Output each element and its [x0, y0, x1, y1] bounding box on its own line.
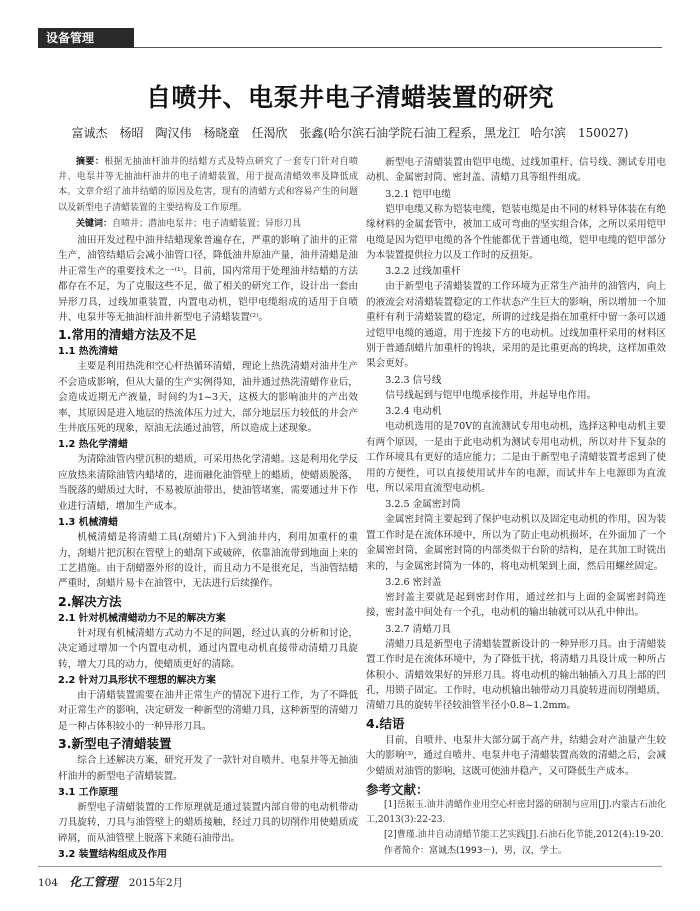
heading-1-2: 1.2 热化学清蜡 — [58, 439, 128, 451]
reference-2: [2]曹瑾.油井自动清蜡节能工艺实践[J].石油石化节能,2012(4):19-20. — [384, 830, 664, 840]
paragraph-1-1: 主要是利用热洗和空心杆热循环清蜡，理论上热洗清蜡对油井生产不会造成影响，但从大量的生产实例得知，油井通过热洗清蜡作业后，会造成近期无产液量，时间约为1~3天，这极大的影响油井的产出效率，其原因是进入地层的热流体压力过大，部分地层压力较低的井会产生井底压死的现象，原油无法通过油管，所以造成上述现象。 — [58, 361, 358, 435]
heading-3-2-7: 3.2.7 清蜡刀具 — [385, 623, 452, 635]
paragraph-3-2-5: 金属密封筒主要起到了保护电动机以及固定电动机的作用，因为装置工作时是在流体环境中，所以为了防止电动机损坏，在外面加了一个金属密封筒，金属密封筒的内部类似于台阶的结构，是在其加工时铣出来的，与金属密封筒为一体的，将电动机架到上面，然后用螺丝固定。 — [366, 514, 666, 572]
paragraph-4: 目前，自喷井、电泵井大部分属于高产井，结蜡会对产油量产生较大的影响⁽³⁾，通过自喷井、电泵井电子清蜡装置高效的清蜡之后，会减少蜡质对油管的影响，这既可使油井稳产，又可降低生产成本。 — [366, 734, 666, 777]
left-column — [58, 155, 358, 862]
paragraph-3-2-6: 密封盖主要就是起到密封作用，通过丝扣与上面的金属密封筒连接，密封盖中间处有一个孔，电动机的输出轴就可以从孔中伸出。 — [366, 591, 666, 619]
paragraph-1-2: 为清除油管内壁沉积的蜡质，可采用热化学清蜡。这是利用化学反应放热来清除油管内蜡堵的，进而融化油管壁上的蜡质，使蜡质脱落，当脱落的蜡质过大时，不易被原油带出，使油管堵塞，需要通过井下作业进行清蜡，增加生产成本。 — [58, 454, 358, 512]
heading-1-3: 1.3 机械清蜡 — [58, 517, 118, 529]
right-column — [366, 155, 666, 860]
paragraph-3-2-7: 清蜡刀具是新型电子清蜡装置新设计的一种异形刀具。由于清蜡装置工作时是在流体环境中，为了降低干扰，将清蜡刀具设计成一种所占体积小、清蜡效果好的异形刀具。将电动机的输出轴插入刀具上部的凹孔，用锁子固定。工作时，电动机输出轴带动刀具旋转进而切削蜡质，清蜡刀具的旋转半径较油管半径小0.8~1.2mm。 — [366, 638, 666, 712]
heading-3-2: 3.2 装置结构组成及作用 — [58, 849, 167, 861]
article-title: 自喷井、电泵井电子清蜡装置的研究 — [145, 83, 554, 112]
footer-rule — [38, 866, 662, 867]
heading-3-2-4: 3.2.4 电动机 — [385, 406, 442, 418]
paragraph-3: 综合上述解决方案，研究开发了一款针对自喷井、电泵井等无抽油杆油井的新型电子清蜡装置。 — [58, 755, 358, 782]
author-bio: 作者简介：富诚杰(1993－)，男，汉，学士。 — [384, 845, 567, 856]
heading-1-1: 1.1 热洗清蜡 — [58, 346, 118, 358]
reference-1: [1]岳振玉.油井清蜡作业用空心杆密封器的研制与应用[J].内蒙古石油化工,2013(3):22-23. — [366, 800, 666, 825]
issue-date: 2015年2月 — [128, 877, 184, 889]
paragraph-3-2-1: 铠甲电缆又称为铠装电缆，铠装电缆是由不同的材料导体装在有绝缘材料的金属套管中，被加工成可弯曲的坚实组合体，之所以采用铠甲电缆是因为铠甲电缆的各个性能都优于普通电缆，铠甲电缆的铠甲部分为本装置提供拉力以及工作时的反扭矩。 — [366, 203, 666, 262]
keywords-label: 关键词： — [76, 218, 113, 229]
references-title: 参考文献： — [366, 782, 429, 797]
article-authors: 富诚杰 杨昭 陶汉伟 杨晓童 任渴欣 张鑫(哈尔滨石油学院石油工程系，黑龙江 哈尔滨 150027) — [71, 126, 629, 140]
abstract — [58, 155, 358, 216]
abstract-text: 根据无抽油杆油井的结蜡方式及特点研究了一套专门针对自喷井、电泵井等无抽油杆油井的电子清蜡装置，用于提高清蜡效率及降低成本。文章介绍了油井结蜡的原因及危害，现有的清蜡方式和容易产生的问题以及新型电子清蜡装置的主要结构及工作原理。 — [58, 157, 358, 213]
page-number: 104 — [38, 877, 59, 889]
heading-3: 3.新型电子清蜡装置 — [58, 736, 172, 752]
paragraph-2-1: 针对现有机械清蜡方式动力不足的问题，经过认真的分析和讨论，决定通过增加一个内置电动机，通过内置电动机直接带动清蜡刀具旋转，增大刀具的动力，使蜡质更好的清除。 — [58, 627, 358, 670]
heading-2-1: 2.1 针对机械清蜡动力不足的解决方案 — [58, 612, 226, 624]
heading-3-2-3: 3.2.3 信号线 — [385, 374, 442, 386]
heading-3-2-5: 3.2.5 金属密封筒 — [385, 499, 461, 511]
heading-1: 1.常用的清蜡方法及不足 — [58, 327, 197, 343]
heading-4: 4.结语 — [366, 715, 405, 731]
paragraph-3-1: 新型电子清蜡装置的工作原理就是通过装置内部自带的电动机带动刀具旋转，刀具与油管壁上的蜡质接触，经过刀具的切削作用使蜡质成碎屑，而从油管壁上脱落下来随石油带出。 — [58, 801, 358, 844]
paragraph-3-2-4: 电动机选用的是70V的直流测试专用电动机，选择这种电动机主要有两个原因，一是由于此电动机为测试专用电动机，所以对井下复杂的工作环境具有更好的适应能力；二是由于新型电子清蜡装置考虑到了使用的方便性，可以直接使用试井车的电源，而试井车上电源即为直流电，所以采用直流型电动机。 — [366, 421, 666, 494]
heading-2: 2.解决方法 — [58, 593, 122, 609]
journal-name: 化工管理 — [69, 875, 118, 889]
header-rule — [134, 47, 662, 48]
section-tag: 设备管理 — [38, 28, 134, 48]
paragraph-2-2: 由于清蜡装置需要在油井正常生产的情况下进行工作，为了不降低对正常生产的影响，决定研发一种新型的清蜡刀具，这种新型的清蜡刀是一种占体积较小的一种异形刀具。 — [58, 689, 358, 732]
intro-paragraph: 油田开发过程中油井结蜡现象普遍存在，严重的影响了油井的正常生产，油管结蜡后会减小油管口径，降低油井原油产量，油井清蜡是油井正常生产的重要技术之一⁽¹⁾。目前，国内常用于处理油井结蜡的方法都存在不足，为了克服这些不足，做了相关的研究工作，设计出一套由异形刀具，过线加重装置，内置电动机，铠甲电缆组成的适用于自喷井、电泵井等无抽油杆油井新型电子清蜡装置⁽²⁾。 — [58, 235, 358, 324]
paragraph-3-2-3: 信号线起到与铠甲电缆承接作用，并起导电作用。 — [385, 389, 597, 401]
heading-3-1: 3.1 工作原理 — [58, 786, 118, 798]
heading-3-2-1: 3.2.1 铠甲电缆 — [385, 188, 452, 200]
heading-3-2-6: 3.2.6 密封盖 — [385, 576, 442, 588]
paragraph-3-2: 新型电子清蜡装置由铠甲电缆、过线加重杆、信号线、测试专用电动机、金属密封筒、密封盖、清蜡刀具等组件组成。 — [366, 157, 666, 184]
page-footer — [38, 873, 191, 890]
heading-3-2-2: 3.2.2 过线加重杆 — [385, 266, 461, 278]
keywords — [58, 217, 358, 232]
paragraph-1-3: 机械清蜡是将清蜡工具(刮蜡片)下入到油井内，利用加重杆的重力，刮蜡片把沉积在管壁上的蜡刮下或破碎，依靠油流带到地面上来的工艺措施。由于刮蜡器外形的设计，而且动力不是很充足，当油管结蜡严重时，刮蜡片易卡在油管中，无法进行后续操作。 — [58, 532, 358, 590]
keywords-text: 自喷井；潜油电泵井；电子清蜡装置；异形刀具 — [112, 218, 302, 229]
heading-2-2: 2.2 针对刀具形状不理想的解决方案 — [58, 674, 216, 686]
abstract-label: 摘要： — [76, 157, 105, 167]
paragraph-3-2-2: 由于新型电子清蜡装置的工作环境为正常生产油井的油管内，向上的液流会对清蜡装置稳定的工作状态产生巨大的影响，所以增加一个加重杆有利于清蜡装置的稳定，所谓的过线是指在加重杆中留一条可以通过铠甲电缆的通道，用于连接下方的电动机。过线加重杆采用的材料区别于普通刮蜡片加重杆的钨块，采用的是比重更高的钨块，这样加重效果会更好。 — [366, 281, 666, 370]
